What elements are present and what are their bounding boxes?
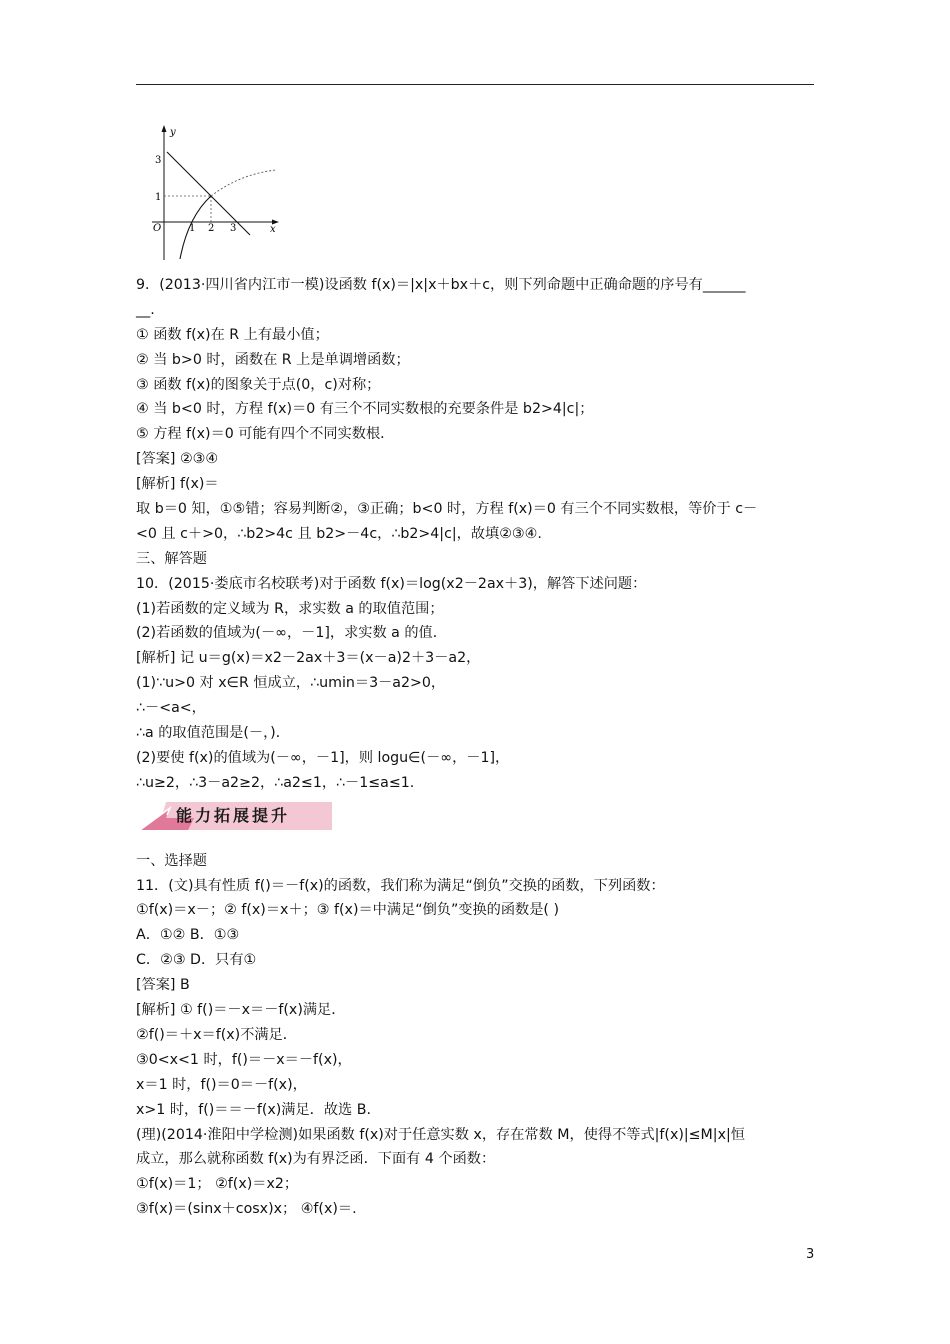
document-body <box>136 273 816 1222</box>
text-line: (1)∵u>0 对 x∈R 恒成立，∴umin＝3－a2>0， <box>136 675 446 692</box>
text-line: ①f(x)＝x－；② f(x)＝x＋；③ f(x)＝中满足“倒负”变换的函数是( ) <box>136 902 560 919</box>
text-line: 11．(文)具有性质 f()＝－f(x)的函数，我们称为满足“倒负”交换的函数，下列函数： <box>136 877 665 894</box>
text-line: x＝1 时，f()＝0＝－f(x)， <box>136 1076 307 1093</box>
text-line: (2)若函数的值域为(－∞，－1]，求实数 a 的值． <box>136 625 447 642</box>
text-line: ①f(x)＝1； ②f(x)＝x2； <box>136 1176 299 1193</box>
x-axis-label: x <box>270 224 276 235</box>
text-line: (1)若函数的定义域为 R，求实数 a 的取值范围； <box>136 600 444 617</box>
y-tick-1: 1 <box>155 192 162 203</box>
text-line: <0 且 c＋>0，∴b2>4c 且 b2>－4c，∴b2>4|c|，故填②③④. <box>136 525 542 542</box>
text-line: ∴a 的取值范围是(－，)． <box>136 725 290 742</box>
text-line: ③0<x<1 时，f()＝－x＝－f(x)， <box>136 1051 352 1068</box>
text-line: (理)(2014·淮阳中学检测)如果函数 f(x)对于任意实数 x，存在常数 M，使得不等式|f(x)|≤M|x|恒 <box>136 1126 745 1143</box>
text-line: C．②③ D．只有① <box>136 952 257 969</box>
log-curve-solid <box>180 196 211 259</box>
function-graph <box>140 122 290 264</box>
text-line: ③f(x)＝(sinx＋cosx)x； ④f(x)＝. <box>136 1201 357 1218</box>
y-axis-label: y <box>170 127 176 138</box>
y-axis-arrow <box>162 125 167 132</box>
text-line: [解析] ① f()＝－x＝－f(x)满足． <box>136 1002 346 1019</box>
decreasing-line-solid <box>167 152 211 196</box>
text-line: ⑤ 方程 f(x)＝0 可能有四个不同实数根． <box>136 426 395 443</box>
text-line: 9．(2013·四川省内江市一模)设函数 f(x)＝|x|x＋bx＋c，则下列命题中正确命题的序号有______ <box>136 277 746 293</box>
text-line: [答案] B <box>136 977 190 994</box>
header-rule <box>136 84 814 85</box>
function-graph-figure <box>140 122 290 264</box>
text-line: [答案] ②③④ <box>136 451 219 468</box>
text-line: (2)要使 f(x)的值域为(－∞，－1]，则 logu∈(－∞，－1]， <box>136 749 510 766</box>
text-line: 取 b＝0 知，①⑤错；容易判断②，③正确；b<0 时，方程 f(x)＝0 有三个不同实数根，等价于 c－ <box>136 501 758 518</box>
text-line: [解析] f(x)＝ <box>136 476 219 493</box>
ability-banner <box>136 796 816 849</box>
text-line: ∴－<a<， <box>136 700 206 717</box>
section-heading: 一、选择题 <box>136 852 207 869</box>
text-line: ① 函数 f(x)在 R 上有最小值； <box>136 326 329 343</box>
text-line: A．①② B．①③ <box>136 927 240 944</box>
text-line: __. <box>136 301 155 318</box>
x-tick-3: 3 <box>230 223 237 234</box>
text-line: 成立，那么就称函数 f(x)为有界泛函．下面有 4 个函数： <box>136 1151 496 1168</box>
text-line: ② 当 b>0 时，函数在 R 上是单调增函数； <box>136 351 410 368</box>
log-curve-dotted <box>211 170 276 196</box>
text-line: ∴u≥2，∴3－a2≥2，∴a2≤1，∴－1≤a≤1. <box>136 774 415 791</box>
y-tick-3: 3 <box>155 155 162 166</box>
banner-title: 能力拓展提升 <box>176 805 291 825</box>
section-heading: 三、解答题 <box>136 550 207 567</box>
x-tick-2: 2 <box>208 223 215 234</box>
text-line: ③ 函数 f(x)的图象关于点(0，c)对称； <box>136 376 381 393</box>
x-tick-1: 1 <box>189 223 196 234</box>
text-line: [解析] 记 u＝g(x)＝x2－2ax＋3＝(x－a)2＋3－a2， <box>136 650 481 667</box>
text-line: ②f()＝＋x＝f(x)不满足． <box>136 1026 297 1043</box>
origin-label: O <box>153 223 162 234</box>
page-number: 3 <box>806 1247 815 1262</box>
text-line: x>1 时，f()＝＝－f(x)满足．故选 B. <box>136 1101 371 1118</box>
text-line: ④ 当 b<0 时，方程 f(x)＝0 有三个不同实数根的充要条件是 b2>4|c|； <box>136 401 594 418</box>
text-line: 10．(2015·娄底市名校联考)对于函数 f(x)＝log(x2－2ax＋3)，解答下述问题： <box>136 575 647 592</box>
